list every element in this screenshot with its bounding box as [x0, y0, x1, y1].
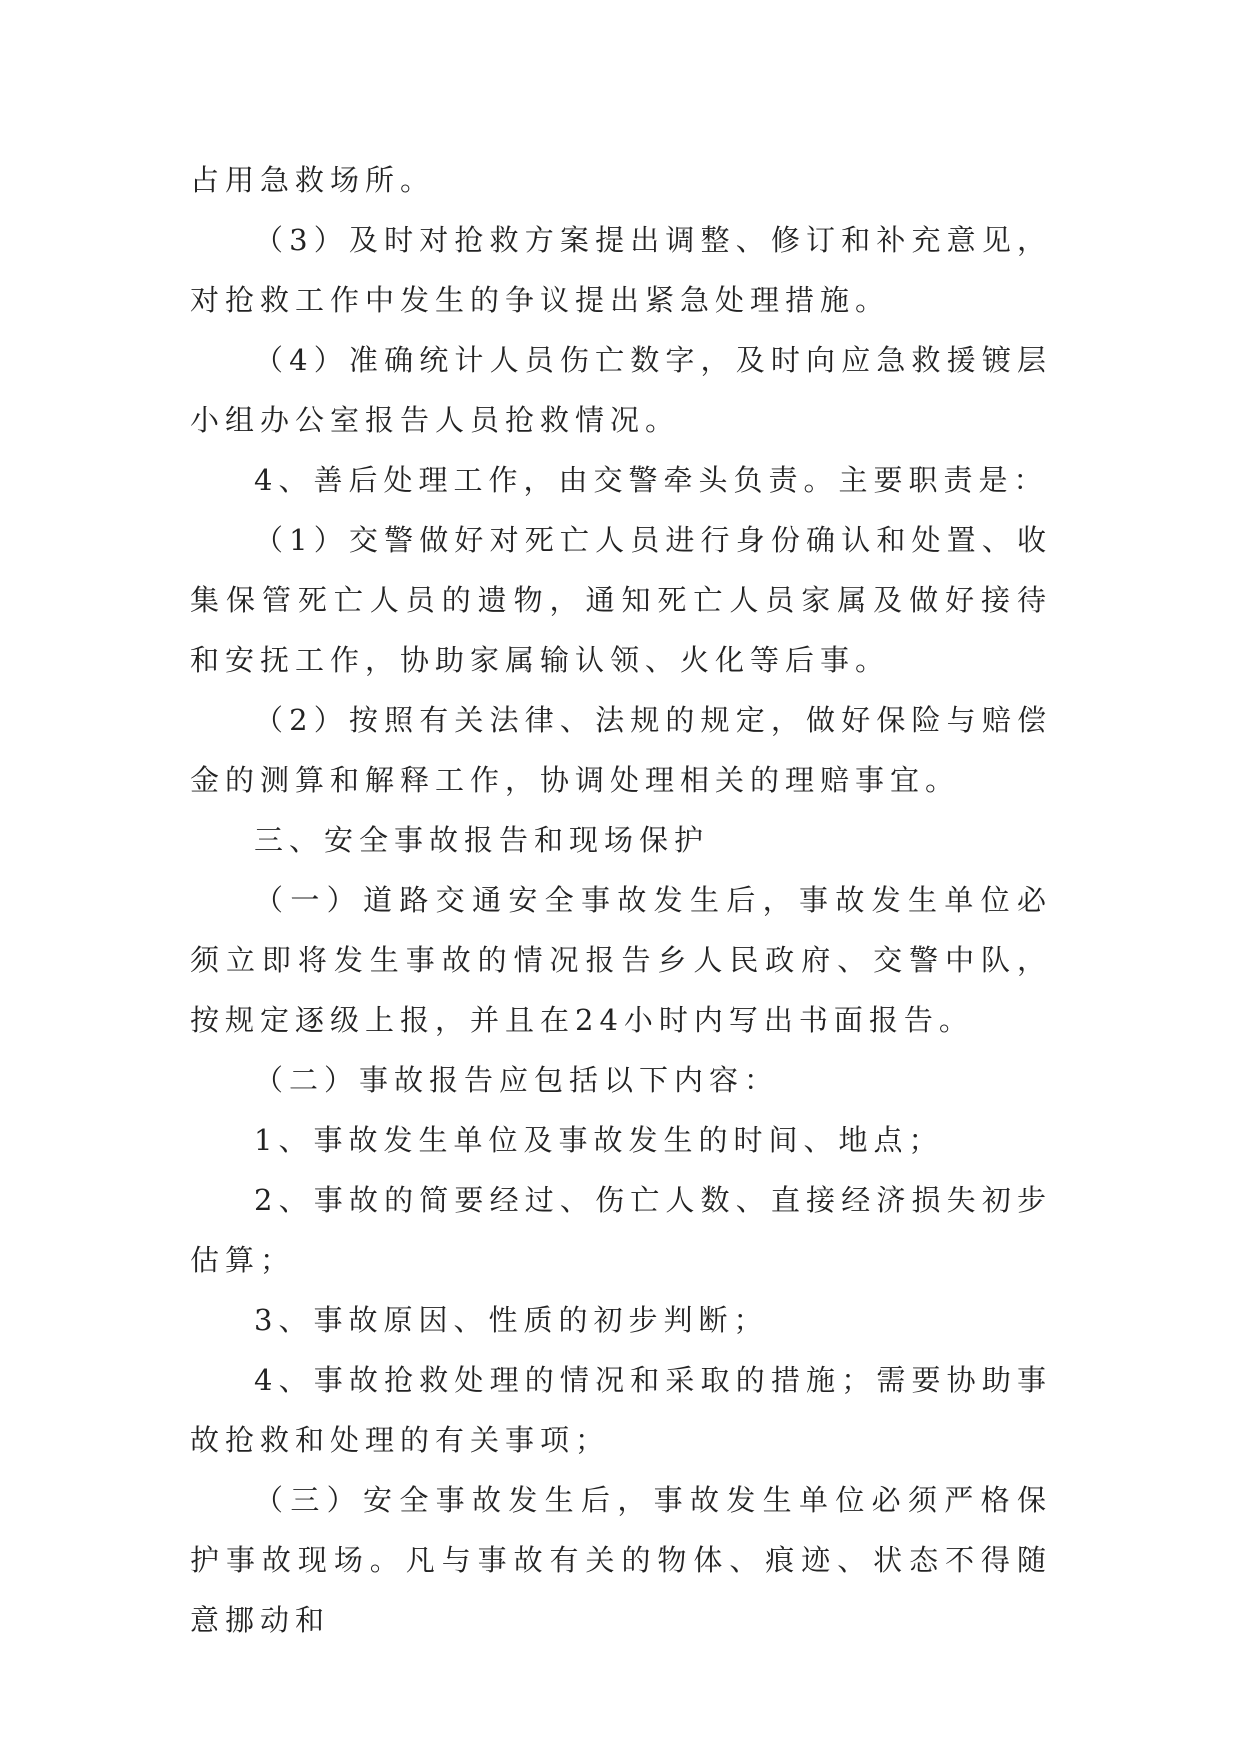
document-body	[190, 150, 1052, 1650]
paragraph-item-4: （4）准确统计人员伤亡数字，及时向应急救援镀层小组办公室报告人员抢救情况。	[190, 343, 1052, 437]
paragraph-reporting-1: （一）道路交通安全事故发生后，事故发生单位必须立即将发生事故的情况报告乡人民政府、交警中队，按规定逐级上报，并且在24小时内写出书面报告。	[190, 883, 1052, 1037]
list-item-report-3: 3、事故原因、性质的初步判断；	[254, 1303, 769, 1337]
paragraph-aftermath-heading: 4、善后处理工作，由交警牵头负责。主要职责是：	[254, 463, 1049, 497]
list-item-report-1: 1、事故发生单位及事故发生的时间、地点；	[254, 1123, 944, 1157]
paragraph-aftermath-1: （1）交警做好对死亡人员进行身份确认和处置、收集保管死亡人员的遗物，通知死亡人员家属及做好接待和安抚工作，协助家属输认领、火化等后事。	[190, 523, 1052, 677]
paragraph-reporting-3: （三）安全事故发生后，事故发生单位必须严格保护事故现场。凡与事故有关的物体、痕迹、状态不得随意挪动和	[190, 1483, 1052, 1637]
list-item-report-2: 2、事故的简要经过、伤亡人数、直接经济损失初步估算；	[190, 1183, 1052, 1277]
paragraph-aftermath-2: （2）按照有关法律、法规的规定，做好保险与赔偿金的测算和解释工作，协调处理相关的理赔事宜。	[190, 703, 1052, 797]
section-heading-reporting: 三、安全事故报告和现场保护	[254, 823, 710, 857]
paragraph-reporting-2: （二）事故报告应包括以下内容：	[254, 1063, 780, 1097]
list-item-report-4: 4、事故抢救处理的情况和采取的措施；需要协助事故抢救和处理的有关事项；	[190, 1363, 1052, 1457]
paragraph-item-3: （3）及时对抢救方案提出调整、修订和补充意见，对抢救工作中发生的争议提出紧急处理措施。	[190, 223, 1052, 317]
paragraph-continuation: 占用急救场所。	[190, 163, 436, 197]
